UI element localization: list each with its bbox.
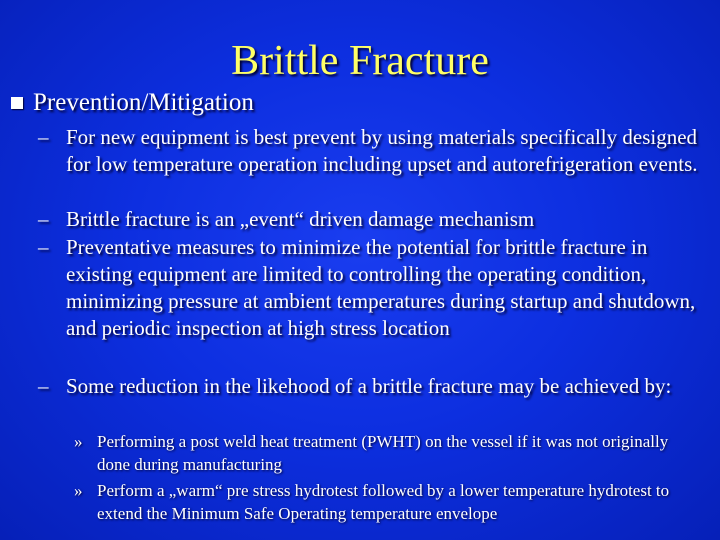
dash-icon: – (38, 207, 49, 231)
sub-sub-point-text: Performing a post weld heat treatment (PWHT) on the vessel if it was not originally done during manufacturing (97, 432, 669, 474)
sub-point-text: Some reduction in the likehood of a brittle fracture may be achieved by: (66, 374, 672, 398)
square-bullet-icon (11, 97, 23, 109)
sub-point-text: Preventative measures to minimize the potential for brittle fracture in existing equipment are limited to controlling the operating condition, minimizing pressure at ambient temperatures during startup and shutdown, and periodic inspection at high stress location (66, 235, 696, 340)
double-chevron-icon: » (74, 481, 83, 500)
dash-icon: – (38, 235, 49, 259)
sub-point-text: For new equipment is best prevent by using materials specifically designed for low temperature operation including upset and autorefrigeration events. (66, 125, 698, 176)
slide-title: Brittle Fracture (231, 38, 489, 84)
dash-icon: – (38, 374, 49, 398)
sub-point-text: Brittle fracture is an „event“ driven damage mechanism (66, 207, 535, 231)
dash-icon: – (38, 125, 49, 149)
double-chevron-icon: » (74, 432, 83, 451)
main-bullet-text: Prevention/Mitigation (33, 89, 254, 116)
sub-sub-point-text: Perform a „warm“ pre stress hydrotest followed by a lower temperature hydrotest to extend the Minimum Safe Operating temperature envelope (97, 481, 670, 523)
